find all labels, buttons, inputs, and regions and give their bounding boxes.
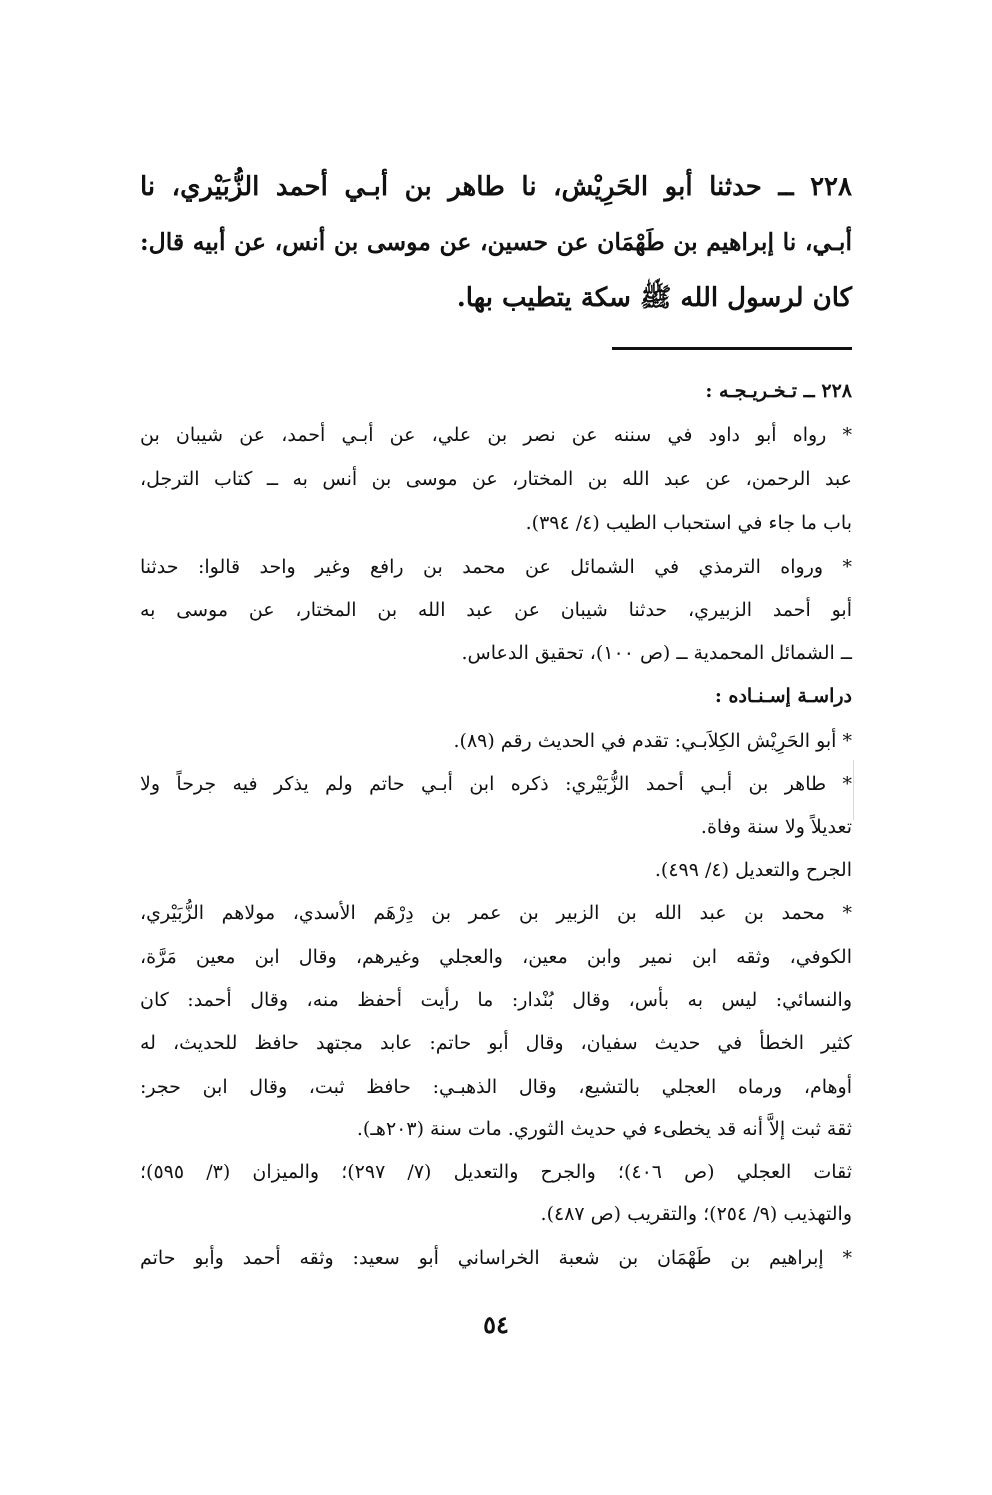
footnote-line: * طاهر بن أبـي أحمد الزُّبَيْري: ذكره ابن أبـي حاتم ولم يذكر فيه جرحاً ولا: [140, 773, 852, 795]
footnote-divider: [612, 347, 852, 350]
footnote-line: * رواه أبو داود في سننه عن نصر بن علي، عن أبـي أحمد، عن شيبان بن: [140, 424, 852, 446]
footnote-line: تعديلاً ولا سنة وفاة.: [700, 816, 852, 838]
footnote-line: * أبو الحَرِيْش الكِلاَبـي: تقدم في الحديث رقم (٨٩).: [453, 730, 852, 752]
footnote-line: والنسائي: ليس به بأس، وقال بُنْدار: ما رأيت أحفظ منه، وقال أحمد: كان: [140, 989, 852, 1011]
footnote-line: والتهذيب (٩/ ٢٥٤)؛ والتقريب (ص ٤٨٧).: [540, 1203, 852, 1225]
footnote-line: كثير الخطأ في حديث سفيان، وقال أبو حاتم: عابد مجتهد حافظ للحديث، له: [140, 1032, 852, 1054]
main-text-line-3: كان لرسول الله ﷺ سكة يتطيب بها.: [456, 283, 852, 313]
scan-mark: [853, 760, 854, 820]
footnote-line: * إبراهيم بن طَهْمَان بن شعبة الخراساني أبو سعيد: وثقه أحمد وأبو حاتم: [140, 1247, 852, 1269]
footnote-line: الجرح والتعديل (٤/ ٤٩٩).: [654, 859, 852, 881]
footnote-line: ثقة ثبت إلاَّ أنه قد يخطىء في حديث الثوري. مات سنة (٢٠٣هـ).: [356, 1118, 852, 1140]
footnote-line: * محمد بن عبد الله بن الزبير بن عمر بن دِرْهَم الأسدي، مولاهم الزُّبَيْري،: [140, 902, 852, 924]
footnote-line: ثقات العجلي (ص ٤٠٦)؛ والجرح والتعديل (٧/ ٢٩٧)؛ والميزان (٣/ ٥٩٥)؛: [140, 1161, 852, 1183]
footnote-line: أوهام، ورماه العجلي بالتشيع، وقال الذهبـي: حافظ ثبت، وقال ابن حجر:: [140, 1076, 852, 1098]
footnote-line: عبد الرحمن، عن عبد الله بن المختار، عن موسى بن أنس به ــ كتاب الترجل،: [140, 468, 852, 490]
main-text-line-1: ٢٢٨ ــ حدثنا أبو الحَرِيْش، نا طاهر بن أبـي أحمد الزُّبَيْري، نا: [140, 172, 852, 202]
takhrij-heading: ٢٢٨ ــ تـخـريـجـه :: [705, 380, 852, 402]
page-number: ٥٤: [483, 1310, 509, 1339]
footnote-line: باب ما جاء في استحباب الطيب (٤/ ٣٩٤).: [525, 512, 852, 534]
footnote-line: أبو أحمد الزبيري، حدثنا شيبان عن عبد الله بن المختار، عن موسى به: [140, 599, 852, 621]
footnote-line: * ورواه الترمذي في الشمائل عن محمد بن رافع وغير واحد قالوا: حدثنا: [140, 556, 852, 578]
footnote-line: الكوفي، وثقه ابن نمير وابن معين، والعجلي وغيرهم، وقال ابن معين مَرَّة،: [140, 946, 852, 968]
footnote-line: ــ الشمائل المحمدية ــ (ص ١٠٠)، تحقيق الدعاس.: [461, 642, 852, 664]
main-text-line-2: أبـي، نا إبراهيم بن طَهْمَان عن حسين، عن موسى بن أنس، عن أبيه قال:: [140, 228, 852, 256]
isnad-study-heading: دراسـة إسـنـاده :: [714, 685, 852, 707]
